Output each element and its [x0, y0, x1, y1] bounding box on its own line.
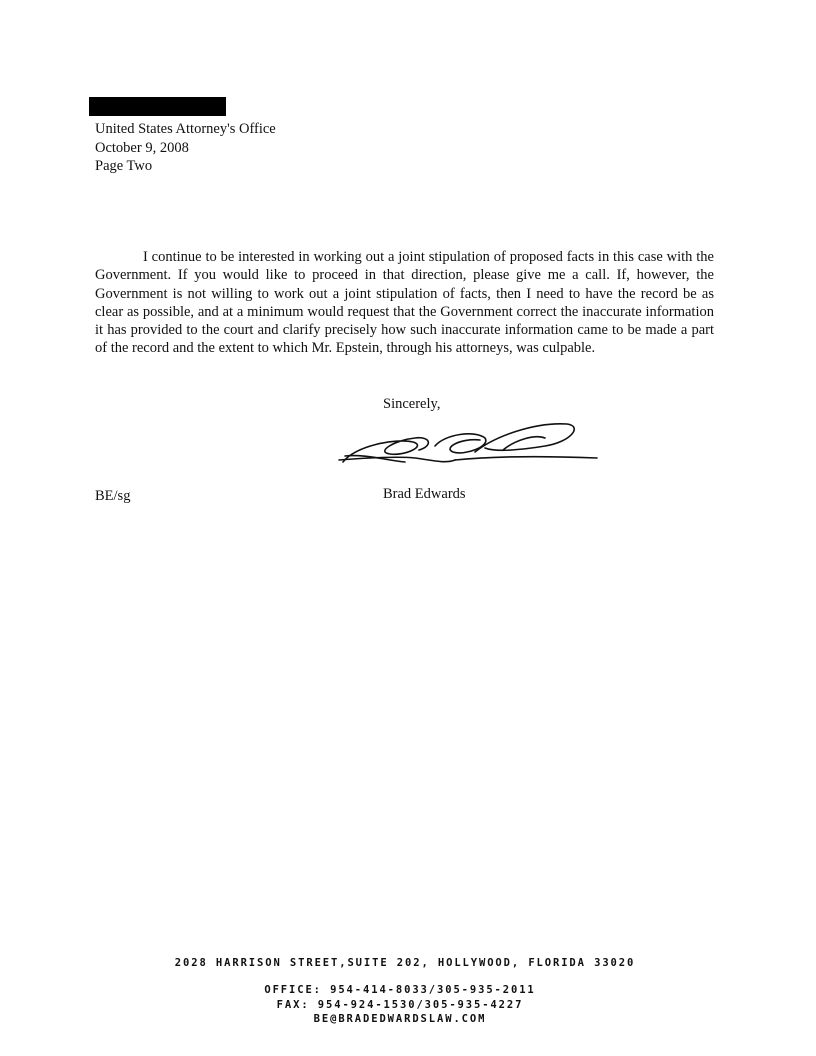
page-label: Page Two: [95, 158, 153, 174]
signer-name: Brad Edwards: [383, 486, 466, 502]
body-paragraph: I continue to be interested in working out a joint stipulation of proposed facts in this case with the Government. If you would like to proceed in that direction, please give me a call. If, however, the Government is not willing to work out a joint stipulation of facts, then I need to have the record be as clear as possible, and at a minimum would request that the Government correct the inaccurate information it has provided to the court and clarify precisely how such inaccurate information came to be made a part of the record and the extent to which Mr. Epstein, through his attorneys, was culpable.: [95, 249, 714, 357]
footer-email: BE@BRADEDWARDSLAW.COM: [313, 1013, 487, 1025]
redaction-bar: [89, 97, 226, 116]
letter-date: October 9, 2008: [95, 139, 189, 156]
closing-salutation: Sincerely,: [383, 396, 441, 412]
recipient-office: United States Attorney's Office: [95, 121, 276, 137]
footer-address: 2028 HARRISON STREET,SUITE 202, HOLLYWOOD, FLORIDA 33020: [174, 957, 636, 969]
footer-fax: FAX: 954-924-1530/305-935-4227: [276, 998, 524, 1011]
footer-contact: [0, 983, 800, 1027]
signature: [335, 416, 605, 472]
letter-header: [95, 120, 276, 176]
typist-initials: BE/sg: [95, 488, 131, 504]
footer-office-phone: OFFICE: 954-414-8033/305-935-2011: [264, 984, 536, 996]
